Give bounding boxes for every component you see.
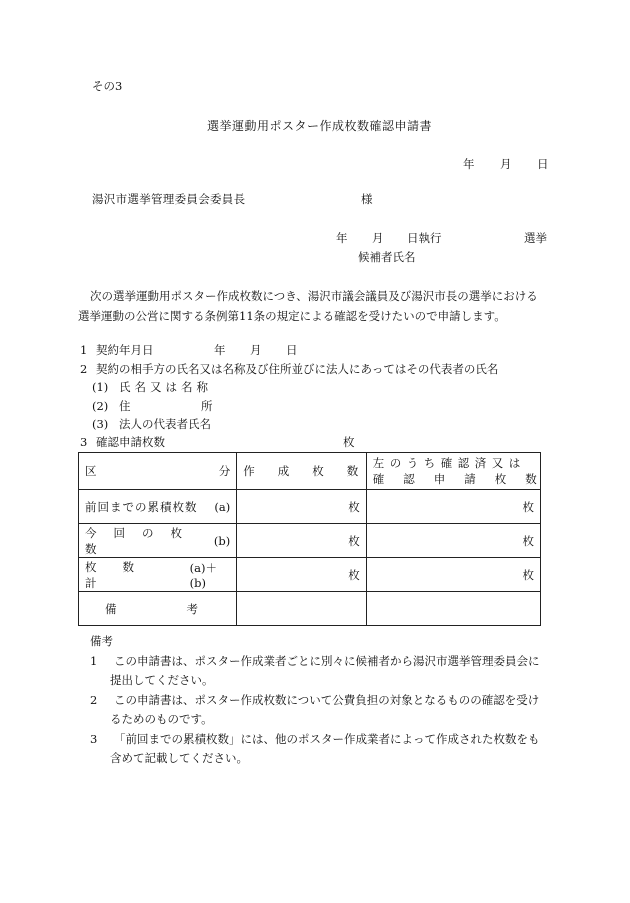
election-month: 月 — [372, 231, 384, 245]
note-item — [78, 652, 548, 691]
addressee-name: 湯沢市選挙管理委員会委員長 — [92, 192, 246, 206]
row-label-cell — [79, 524, 237, 558]
row-code: (b) — [213, 533, 231, 548]
table-row — [79, 558, 541, 592]
note-line-1: この申請書は、ポスター作成業者ごとに別々に候補者から湯沢市選挙管理委員会に — [114, 653, 540, 668]
note-text — [110, 652, 548, 691]
item-1-number: 1 — [80, 343, 88, 357]
header-confirmed-count-cell — [366, 453, 556, 490]
note-line-2: るためのものです。 — [110, 712, 213, 726]
row-confirmed-unit: 枚 — [522, 567, 534, 582]
item-2-sub2-number: (2) — [92, 399, 109, 413]
note-number: 1 — [90, 653, 98, 668]
poster-count-table — [78, 452, 556, 626]
item-2-sub3-number: (3) — [92, 417, 109, 431]
row-confirmed-count-cell[interactable] — [366, 524, 540, 558]
document-title: 選挙運動用ポスター作成枚数確認申請書 — [207, 119, 433, 133]
header-category-cell — [79, 453, 237, 490]
date-year: 年 — [463, 157, 475, 171]
item-2-sub2-char-1: 住 — [119, 399, 131, 413]
note-line-2: 含めて記載してください。 — [110, 751, 248, 765]
item-2-number: 2 — [80, 362, 88, 376]
addressee-honorific: 様 — [361, 192, 373, 206]
form-number: その3 — [92, 79, 123, 93]
remarks-extra-cell[interactable] — [366, 592, 540, 626]
item-2-label: 契約の相手方の氏名又は名称及び住所並びに法人にあってはその代表者の氏名 — [96, 362, 499, 376]
row-created-count-cell[interactable] — [237, 558, 367, 592]
note-line-2: 提出してください。 — [110, 673, 214, 687]
item-2-sub3-label: 法人の代表者氏名 — [119, 417, 211, 431]
header-confirmed-line-2: 確認申請枚数 — [372, 472, 556, 486]
header-category-char-1: 区 — [85, 464, 97, 478]
note-number: 3 — [90, 731, 98, 746]
election-label: 選挙 — [524, 231, 547, 245]
row-created-unit: 枚 — [348, 499, 360, 514]
row-created-count-cell[interactable] — [237, 524, 367, 558]
item-1-month: 月 — [250, 343, 262, 357]
item-1-year: 年 — [214, 343, 226, 357]
date-month: 月 — [500, 157, 512, 171]
intro-paragraph — [78, 286, 548, 326]
remarks-label-cell — [79, 592, 268, 626]
row-confirmed-count-cell[interactable] — [366, 558, 540, 592]
note-line-1: 「前回までの累積枚数」には、他のポスター作成業者によって作成された枚数をも — [114, 731, 540, 746]
note-text — [110, 730, 548, 769]
table-row — [79, 490, 541, 524]
row-label: 前回までの累積枚数 — [85, 499, 198, 514]
date-day: 日 — [537, 157, 549, 171]
row-label: 今回の枚数 — [85, 525, 199, 556]
election-year: 年 — [336, 231, 348, 245]
header-confirmed-line-1: 左のうち確認済又は — [372, 456, 526, 470]
remarks-row — [79, 592, 541, 626]
note-line-1: この申請書は、ポスター作成枚数について公費負担の対象となるものの確認を受け — [114, 692, 540, 707]
row-created-unit: 枚 — [348, 567, 360, 582]
row-created-unit: 枚 — [348, 533, 360, 548]
note-text — [110, 691, 548, 730]
row-confirmed-unit: 枚 — [522, 499, 534, 514]
header-created-count-cell — [237, 453, 382, 490]
item-3-unit: 枚 — [343, 435, 355, 449]
item-2-sub1-label: 氏名又は名称 — [119, 380, 212, 394]
row-confirmed-count-cell[interactable] — [366, 490, 540, 524]
row-confirmed-unit: 枚 — [522, 533, 534, 548]
row-created-count-cell[interactable] — [237, 490, 367, 524]
row-code: (a) — [214, 499, 231, 514]
note-item — [78, 691, 548, 730]
notes-section — [78, 632, 548, 769]
election-day-exec: 日執行 — [407, 231, 442, 245]
table-row — [79, 524, 541, 558]
item-1-label: 契約年月日 — [96, 343, 154, 357]
row-code: (a)＋(b) — [189, 560, 217, 590]
candidate-name-label: 候補者氏名 — [358, 250, 416, 264]
item-1-day: 日 — [286, 343, 298, 357]
note-item — [78, 730, 548, 769]
note-number: 2 — [90, 692, 98, 707]
intro-line-2: 選挙運動の公営に関する条例第11条の規定による確認を受けたいので申請します。 — [78, 309, 506, 323]
row-label-cell — [79, 558, 237, 592]
row-label-cell — [79, 490, 237, 524]
intro-line-1: 次の選挙運動用ポスター作成枚数につき、湯沢市議会議員及び湯沢市長の選挙における — [90, 289, 538, 303]
row-label: 枚数計 — [85, 559, 160, 590]
notes-heading: 備考 — [90, 634, 113, 648]
item-3-label: 確認申請枚数 — [96, 435, 165, 449]
header-created-count: 作成枚数 — [243, 464, 382, 478]
item-3-number: 3 — [80, 435, 88, 449]
table-header-row — [79, 453, 541, 490]
item-2-sub2-char-2: 所 — [201, 399, 213, 413]
item-2-sub1-number: (1) — [92, 380, 109, 394]
remarks-label: 備考 — [105, 601, 268, 616]
header-category-char-2: 分 — [218, 464, 231, 478]
